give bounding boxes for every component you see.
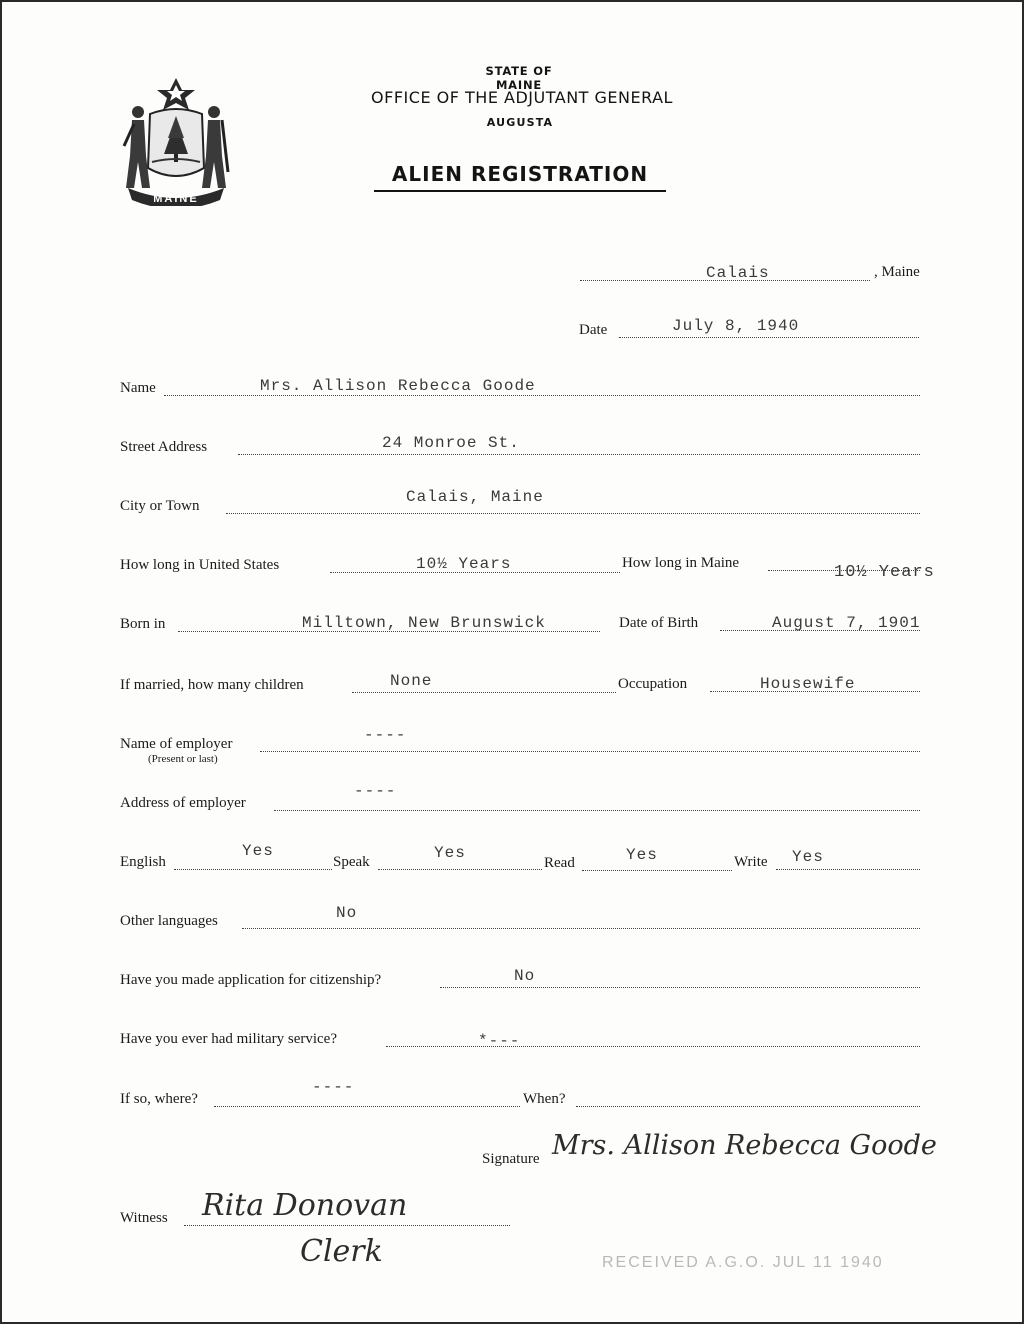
english-dots [174, 869, 332, 870]
name-value: Mrs. Allison Rebecca Goode [260, 377, 536, 395]
header-state: STATE OF MAINE [485, 64, 553, 92]
employer-dots [260, 751, 920, 752]
city-dots [226, 513, 920, 514]
children-label: If married, how many children [120, 677, 304, 693]
date-label: Date [579, 322, 608, 338]
children-value: None [390, 672, 433, 690]
speak-value: Yes [434, 844, 466, 862]
us-time-label: How long in United States [120, 557, 280, 573]
when-dots [576, 1106, 920, 1107]
other-languages-value: No [336, 904, 358, 922]
citizenship-dots [440, 987, 920, 988]
military-dots [386, 1046, 920, 1047]
maine-time-value: 10½ Years [834, 563, 935, 582]
received-stamp: RECEIVED A.G.O. JUL 11 1940 [602, 1254, 884, 1271]
employer-value: ---- [364, 726, 407, 744]
occupation-value: Housewife [760, 675, 856, 693]
witness-title: Clerk [300, 1234, 383, 1269]
name-dots [164, 395, 920, 396]
seal-banner-text: MAINE [153, 193, 199, 205]
occupation-label: Occupation [618, 676, 688, 692]
english-label: English [120, 854, 166, 870]
write-dots [776, 869, 920, 870]
born-in-value: Milltown, New Brunswick [302, 614, 546, 632]
signature-value: Mrs. Allison Rebecca Goode [552, 1130, 937, 1161]
place-suffix: , Maine [874, 264, 920, 280]
write-value: Yes [792, 848, 824, 866]
employer-address-label: Address of employer [120, 795, 246, 811]
dob-label: Date of Birth [619, 615, 699, 631]
city-label: City or Town [120, 498, 200, 514]
street-value: 24 Monroe St. [382, 434, 520, 452]
speak-label: Speak [333, 854, 370, 870]
header-city: AUGUSTA [486, 116, 554, 129]
children-dots [352, 692, 616, 693]
where-dots [214, 1106, 520, 1107]
date-value: July 8, 1940 [672, 317, 800, 335]
when-label: When? [523, 1091, 566, 1107]
other-languages-label: Other languages [120, 913, 218, 929]
place-value: Calais [706, 264, 770, 282]
witness-dots [184, 1225, 510, 1226]
maine-time-label: How long in Maine [622, 555, 740, 571]
speak-dots [378, 869, 542, 870]
header-office: OFFICE OF THE ADJUTANT GENERAL [371, 88, 673, 107]
street-label: Street Address [120, 439, 208, 455]
employer-address-dots [274, 810, 920, 811]
where-label: If so, where? [120, 1091, 198, 1107]
english-value: Yes [242, 842, 274, 860]
read-value: Yes [626, 846, 658, 864]
name-label: Name [120, 380, 156, 396]
employer-label: Name of employer [120, 736, 233, 752]
signature-label: Signature [482, 1151, 540, 1167]
read-label: Read [544, 855, 575, 871]
witness-value: Rita Donovan [202, 1188, 408, 1223]
employer-sublabel: (Present or last) [148, 753, 218, 765]
other-languages-dots [242, 928, 920, 929]
witness-label: Witness [120, 1210, 168, 1226]
city-value: Calais, Maine [406, 488, 544, 506]
state-seal-icon [120, 76, 232, 206]
dob-value: August 7, 1901 [772, 614, 921, 632]
where-value: ---- [312, 1078, 355, 1096]
read-dots [582, 870, 732, 871]
us-time-value: 10½ Years [416, 555, 512, 573]
employer-address-value: ---- [354, 782, 397, 800]
born-in-label: Born in [120, 616, 166, 632]
page-title: ALIEN REGISTRATION [374, 162, 666, 192]
citizenship-value: No [514, 967, 536, 985]
street-dots [238, 454, 920, 455]
write-label: Write [734, 854, 768, 870]
citizenship-label: Have you made application for citizenship? [120, 972, 382, 988]
military-value: *--- [478, 1032, 521, 1050]
military-label: Have you ever had military service? [120, 1031, 337, 1047]
date-dots [619, 337, 919, 338]
